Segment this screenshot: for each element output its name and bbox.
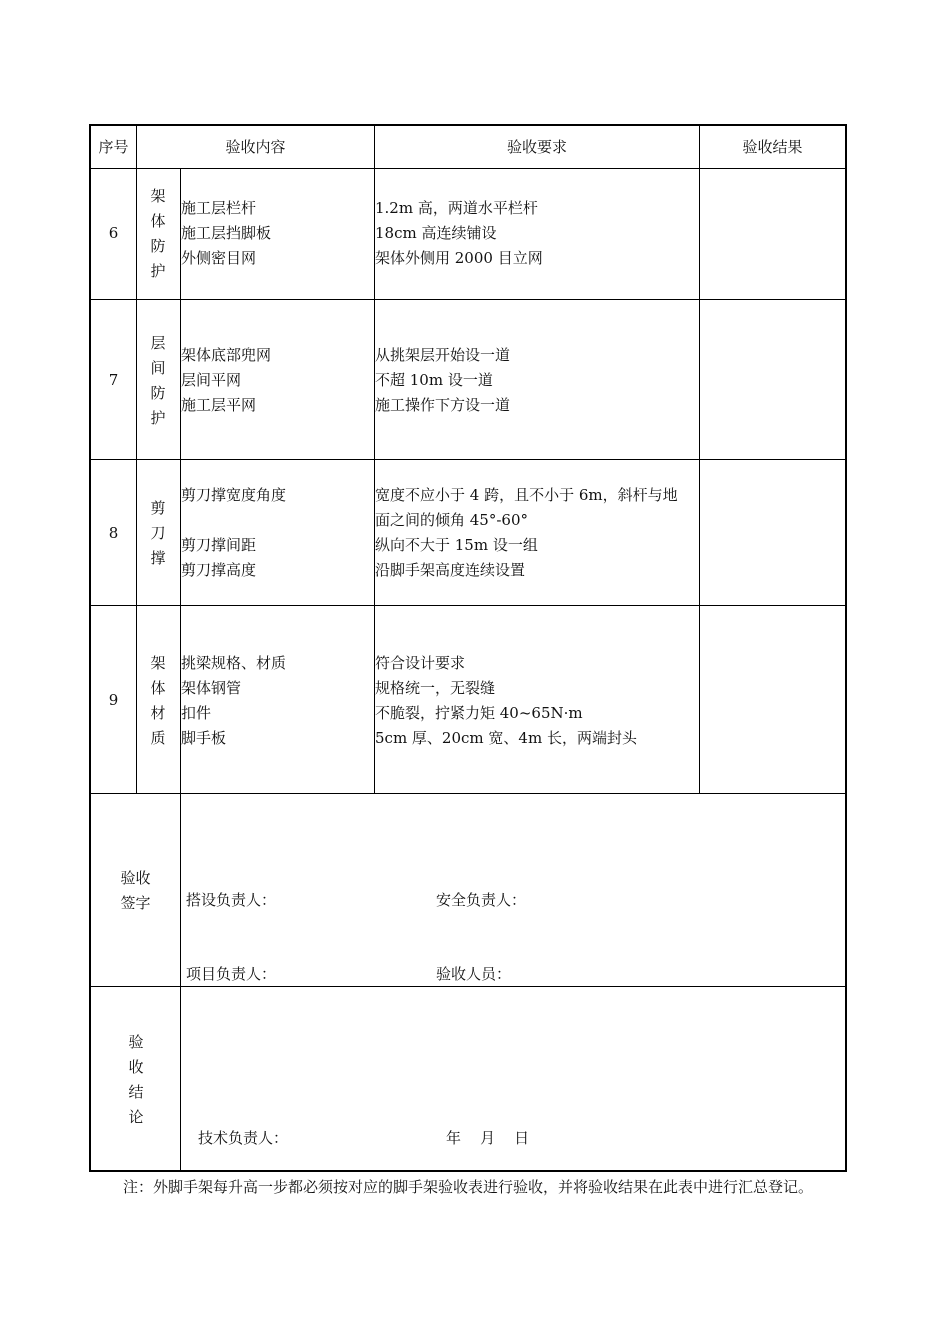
requirement-item: 面之间的倾角 45°-60° [375, 511, 529, 529]
row-number: 8 [108, 524, 119, 542]
safety-signature: 安全负责人： [436, 891, 527, 909]
requirement-item: 架体外侧用 2000 目立网 [375, 249, 543, 267]
requirement-item: 18cm 高连续铺设 [375, 224, 497, 242]
content-item: 剪刀撑高度 [181, 561, 257, 579]
content-item: 架体钢管 [181, 679, 242, 697]
content-item: 施工层挡脚板 [181, 224, 272, 242]
row-line-7 [91, 459, 845, 460]
header-content: 验收内容 [225, 138, 286, 156]
content-item: 扣件 [181, 704, 212, 722]
requirement-item: 施工操作下方设一道 [375, 396, 511, 414]
requirement-item: 规格统一，无裂缝 [375, 679, 496, 697]
row-category: 架 体 材 质 [150, 654, 166, 747]
row-number: 6 [108, 224, 119, 242]
project-signature: 项目负责人： [186, 965, 277, 983]
requirement-item: 沿脚手架高度连续设置 [375, 561, 526, 579]
acceptance-table [89, 124, 847, 1172]
footnote: 注：外脚手架每升高一步都必须按对应的脚手架验收表进行验收，并将验收结果在此表中进行汇总登记。 [123, 1178, 814, 1196]
requirement-item: 1.2m 高，两道水平栏杆 [375, 199, 538, 217]
requirement-item: 符合设计要求 [375, 654, 466, 672]
row-line-6 [91, 299, 845, 300]
content-item: 挑梁规格、材质 [181, 654, 287, 672]
row-category: 架 体 防 护 [150, 187, 166, 280]
header-requirement: 验收要求 [506, 138, 567, 156]
header-result: 验收结果 [742, 138, 803, 156]
requirement-item: 5cm 厚、20cm 宽、4m 长，两端封头 [375, 729, 637, 747]
content-item: 脚手板 [181, 729, 227, 747]
requirement-item: 宽度不应小于 4 跨，且不小于 6m，斜杆与地 [375, 486, 678, 504]
row-category: 层 间 防 护 [150, 334, 166, 427]
content-item: 剪刀撑宽度角度 [181, 486, 287, 504]
requirement-item: 不超 10m 设一道 [375, 371, 493, 389]
content-item: 层间平网 [181, 371, 242, 389]
row-category: 剪 刀 撑 [150, 499, 166, 567]
signature-label: 验收 签字 [120, 869, 151, 912]
inspector-signature: 验收人员： [436, 965, 512, 983]
content-item: 架体底部兜网 [181, 346, 272, 364]
content-item: 施工层平网 [181, 396, 257, 414]
row-number: 9 [108, 691, 119, 709]
builder-signature: 搭设负责人： [186, 891, 277, 909]
requirement-item: 从挑架层开始设一道 [375, 346, 511, 364]
tech-signature: 技术负责人： [198, 1129, 289, 1147]
conclusion-date: 年 月 日 [446, 1129, 530, 1147]
content-item: 外侧密目网 [181, 249, 257, 267]
header-no: 序号 [98, 138, 129, 156]
content-item: 施工层栏杆 [181, 199, 257, 217]
requirement-item: 不脆裂，拧紧力矩 40~65N·m [375, 704, 583, 722]
row-line-8 [91, 605, 845, 606]
row-line-9 [91, 793, 845, 794]
conclusion-label: 验 收 结 论 [128, 1033, 144, 1126]
content-item: 剪刀撑间距 [181, 536, 257, 554]
row-line-header [91, 168, 845, 169]
requirement-item: 纵向不大于 15m 设一组 [375, 536, 538, 554]
row-number: 7 [108, 371, 119, 389]
